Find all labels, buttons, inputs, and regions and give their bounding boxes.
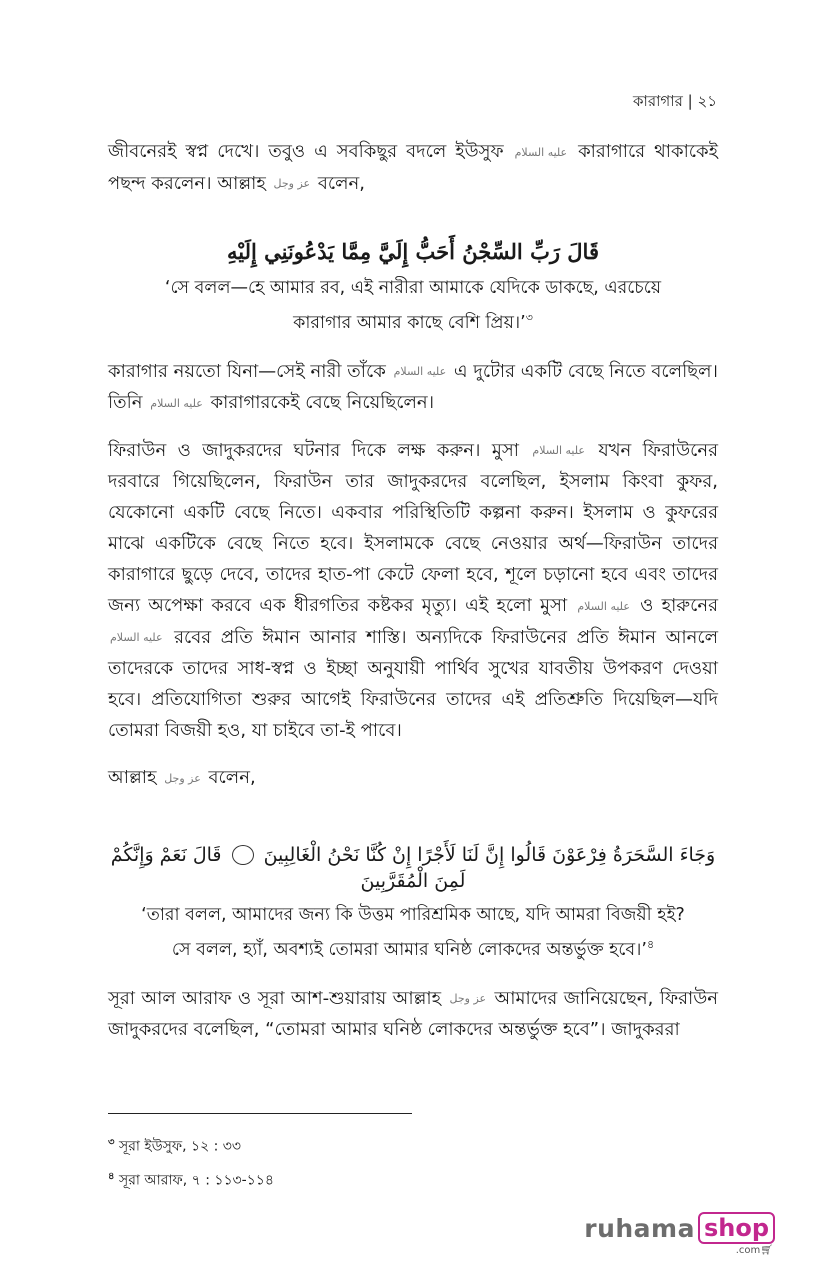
azza-wa-jalla-icon: عز وجل	[273, 177, 311, 190]
paragraph-text: আমাদের জানিয়েছেন, ফিরাউন জাদুকরদের বলেছিল, “তোমরা আমার ঘনিষ্ঠ লোকদের অন্তর্ভুক্ত হবে”। জাদুকররা	[108, 987, 718, 1041]
alaihis-salam-icon: عليه السلام	[514, 145, 568, 159]
verse-end-marker-icon	[232, 845, 254, 865]
cart-icon: 🛒︎	[760, 1245, 773, 1256]
footnote-ref-3[interactable]: ৩	[525, 311, 533, 324]
footnotes	[108, 1128, 274, 1195]
page-number: ২১	[697, 92, 717, 110]
footnote-divider	[108, 1113, 412, 1114]
alaihis-salam-icon: عليه السلام	[532, 444, 585, 458]
logo-brand-right: shop	[698, 1212, 775, 1244]
verse-translation-1	[108, 273, 718, 338]
footnote-3	[108, 1128, 274, 1162]
paragraph-text: বলেন,	[317, 172, 365, 194]
translation-line: কারাগার আমার কাছে বেশি প্রিয়।’	[293, 312, 526, 333]
logo-brand-left: ruhama	[584, 1214, 695, 1243]
paragraph-text: কারাগারকেই বেছে নিয়েছিলেন।	[210, 392, 435, 414]
arabic-verse-2	[108, 842, 718, 894]
footnote-4	[108, 1162, 274, 1196]
paragraph-text: রবের প্রতি ঈমান আনার শাস্তি। অন্যদিকে ফিরাউনের প্রতি ঈমান আনলে তাদেরকে তাদের সাধ-স্বপ্ন ও ইচ্ছা অনুযায়ী পার্থিব সুখের যাবতীয় উপকরণ দেওয়া হবে। প্রতিযোগিতা শুরুর আগেই ফিরাউনের তাদের এই প্রতিশ্রুতি দিয়েছিল—যদি তোমরা বিজয়ী হও, যা চাইবে তা-ই পাবে।	[108, 626, 718, 742]
logo-shop-badge	[698, 1212, 775, 1256]
paragraph-text: বলেন,	[208, 767, 256, 789]
paragraph-1	[108, 136, 718, 199]
paragraph-text: সূরা আল আরাফ ও সূরা আশ-শুয়ারায় আল্লাহ	[108, 987, 442, 1009]
header-separator: |	[687, 92, 693, 110]
paragraph-text: ও হারুনের	[640, 595, 718, 617]
arabic-verse-1: قَالَ رَبِّ السِّجْنُ أَحَبُّ إِلَيَّ مِمَّا يَدْعُونَنِي إِلَيْهِ	[226, 239, 599, 264]
footnote-text: সূরা আরাফ, ৭ : ১১৩-১১৪	[118, 1172, 274, 1189]
azza-wa-jalla-icon: عز وجل	[164, 771, 201, 785]
arabic-verse-part: قَالَ نَعَمْ وَإِنَّكُمْ لَمِنَ الْمُقَرَّبِينَ	[110, 843, 466, 892]
paragraph-text: আল্লাহ	[108, 767, 157, 789]
arabic-verse-part: وَجَاءَ السَّحَرَةُ فِرْعَوْنَ قَالُوا إِنَّ لَنَا لَأَجْرًا إِنْ كُنَّا نَحْنُ الْغَالِبِينَ	[263, 843, 716, 866]
footnote-number: ৪	[108, 1170, 115, 1182]
chapter-title: কারাগার	[632, 92, 683, 110]
paragraph-3	[108, 435, 718, 747]
footnote-text: সূরা ইউসুফ, ১২ : ৩৩	[118, 1138, 242, 1155]
paragraph-text: জীবনেরই স্বপ্ন দেখে। তবুও এ সবকিছুর বদলে ইউসুফ	[108, 141, 504, 162]
logo-domain-text: .com	[735, 1245, 761, 1256]
paragraph-text: কারাগার নয়তো যিনা—সেই নারী তাঁকে	[108, 360, 386, 382]
page-body	[108, 136, 718, 1061]
paragraph-5	[108, 983, 718, 1046]
alaihis-salam-icon: عليه السلام	[150, 396, 203, 410]
paragraph-2	[108, 356, 718, 419]
azza-wa-jalla-icon: عز وجل	[449, 992, 487, 1006]
paragraph-text: যখন ফিরাউনের দরবারে গিয়েছিলেন, ফিরাউন তার জাদুকরদের বলেছিল, ইসলাম কিংবা কুফর, যেকোনো একটি বেছে নিতে। একবার পরিস্থিতিটি কল্পনা করুন। ইসলাম ও কুফরের মাঝে একটিকে বেছে নিতে হবে। ইসলামকে বেছে নেওয়ার অর্থ—ফিরাউন তাদের কারাগারে ছুড়ে দেবে, তাদের হাত-পা কেটে ফেলা হবে, শূলে চড়ানো হবে এবং তাদের জন্য অপেক্ষা করবে এক ধীরগতির কষ্টকর মৃত্যু। এই হলো মুসা	[108, 439, 718, 617]
paragraph-4	[108, 762, 718, 794]
footnote-number: ৩	[108, 1137, 115, 1148]
paragraph-text: এ দুটোর একটি বেছে নিতে বলেছিল। তিনি	[108, 360, 718, 414]
alaihis-salam-icon: عليه السلام	[393, 365, 447, 379]
translation-line: ‘সে বলল—হে আমার রব, এই নারীরা আমাকে যেদিকে ডাকছে, এরচেয়ে	[164, 278, 662, 298]
alaihis-salam-icon: عليه السلام	[110, 631, 163, 645]
footnote-ref-4[interactable]: ৪	[646, 937, 655, 951]
paragraph-text: কারাগারে থাকাকেই পছন্দ করলেন। আল্লাহ	[108, 141, 718, 194]
translation-line: ‘তারা বলল, আমাদের জন্য কি উত্তম পারিশ্রমিক আছে, যদি আমরা বিজয়ী হই?	[141, 904, 685, 925]
logo-domain	[736, 1245, 773, 1256]
ruhamashop-logo	[584, 1212, 775, 1256]
running-header	[633, 90, 717, 115]
alaihis-salam-icon: عليه السلام	[577, 599, 630, 613]
translation-line: সে বলল, হ্যাঁ, অবশ্যই তোমরা আমার ঘনিষ্ঠ লোকদের অন্তর্ভুক্ত হবে।’	[171, 939, 647, 960]
paragraph-text: ফিরাউন ও জাদুকরদের ঘটনার দিকে লক্ষ করুন। মুসা	[108, 439, 519, 461]
verse-translation-2	[108, 900, 718, 965]
